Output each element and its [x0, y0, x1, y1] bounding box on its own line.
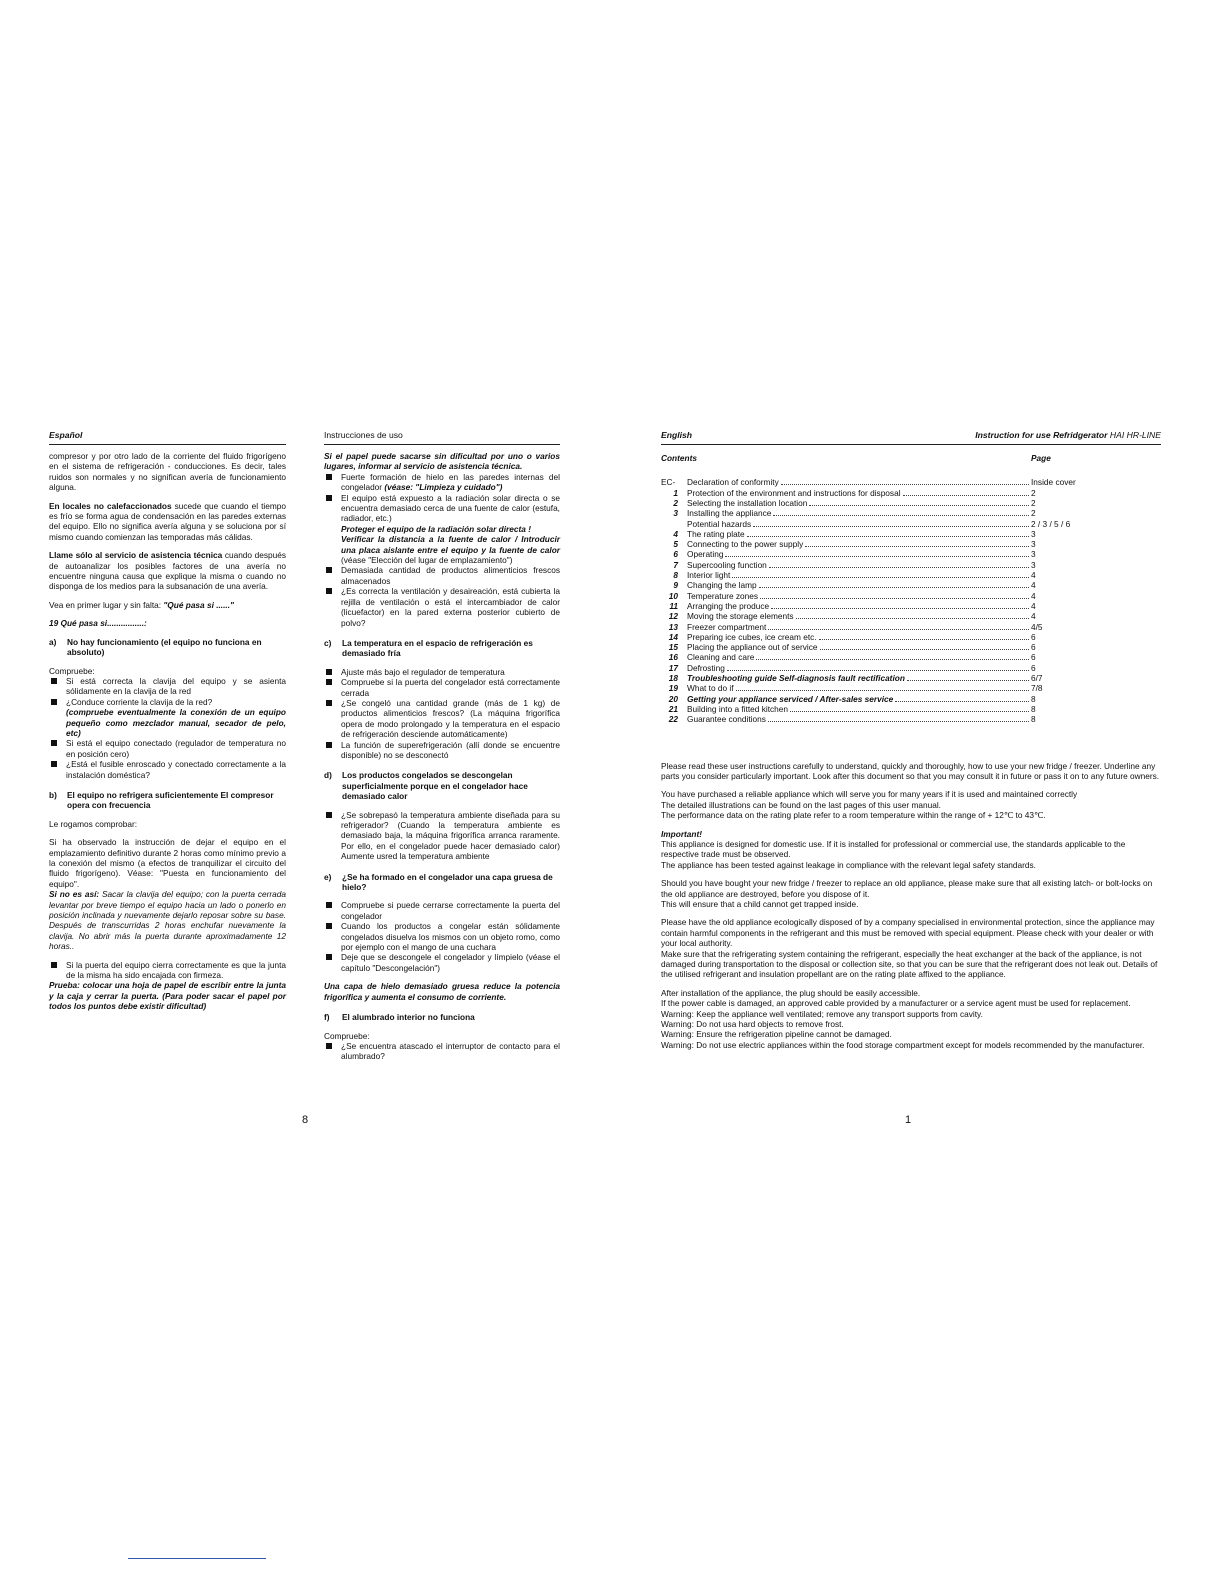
toc-row: [661, 694, 1161, 704]
toc-leader: [768, 628, 1029, 630]
toc-label: Selecting the installation location: [687, 498, 808, 508]
toc-page: 4: [1031, 580, 1036, 591]
toc-label: Arranging the produce: [687, 600, 770, 611]
paragraph: Please have the old appliance ecologically disposed of by a company specialised in environmental protection, since the appliance may contain harmful components in the refrigerant and this must be removed with special equipment. Please check with your dealer or with your local authority.: [661, 917, 1155, 949]
toc-leader: [809, 504, 1029, 506]
list-item: ¿Se congeló una cantidad grande (más de 1 kg) de productos alimenticios frescos? (La máquina frigorífica opera de modo prolongado y la temperatura en el espacio de refrigeración desciende automáticamente): [324, 698, 560, 740]
toc-leader: [756, 658, 1029, 660]
list-item: ¿Se sobrepasó la temperatura ambiente diseñada para su refrigerador? (Cuando la temperatura ambiente es demasiado baja, la máquina frigorífica arranca raramente. Por ello, en el congelador puede hacer demasiado calor) Aumente usred la temperatura ambiente: [324, 810, 560, 862]
toc-number: 12: [668, 611, 678, 622]
toc-page: 3: [1031, 528, 1036, 539]
toc-number: 20: [668, 693, 678, 704]
toc-label: Placing the appliance out of service: [687, 642, 818, 653]
subsection-heading: d) Los productos congelados se descongelan superficialmente porque en el congelador hace demasiado calor: [324, 770, 528, 802]
toc-leader: [747, 535, 1029, 537]
paragraph: The appliance has been tested against leakage in compliance with the relevant legal safety standards.: [661, 859, 1036, 870]
paragraph: After installation of the appliance, the plug should be easily accessible.: [661, 987, 921, 998]
toc-leader: [820, 648, 1029, 650]
section-title: 19 Qué pasa si................:: [49, 618, 147, 629]
label: Compruebe:: [49, 665, 95, 676]
toc-label: Guarantee conditions: [687, 714, 766, 725]
table-of-contents: [661, 477, 1161, 724]
toc-page: 2: [1031, 487, 1036, 498]
toc-row: [661, 580, 1161, 590]
paragraph: The detailed illustrations can be found on the last pages of this user manual.: [661, 799, 941, 810]
subsection-heading: b) El equipo no refrigera suficientemente El compresor opera con frecuencia: [49, 789, 274, 811]
toc-label: Preparing ice cubes, ice cream etc.: [687, 631, 817, 642]
warning: Warning: Ensure the refrigeration pipeline cannot be damaged.: [661, 1029, 892, 1040]
manual-title: Instruction for use Refridgerator HAI HR-LINE: [975, 430, 1161, 440]
list-item: Demasiada cantidad de productos alimenticios frescos almacenados: [324, 565, 560, 586]
toc-leader: [771, 607, 1029, 609]
subsection-heading: e) ¿Se ha formado en el congelador una capa gruesa de hielo?: [324, 871, 553, 893]
toc-page: 4: [1031, 611, 1036, 622]
toc-label: Potential hazards: [687, 518, 752, 529]
important-heading: Important!: [661, 828, 703, 839]
toc-label: Cleaning and care: [687, 652, 755, 663]
paragraph: Make sure that the refrigerating system containing the refrigerant, especially the heat exchanger at the back of the appliance, is not damaged during transportation to the disposal or collection site, so that you can be sure that the refrigerant does not leak out. Details of the utilised refrigerant and insulation propellant are on the rating plate affixed to the appliance.: [661, 948, 1158, 980]
toc-page: 8: [1031, 703, 1036, 714]
list-item: Fuerte formación de hielo en las paredes internas del congelador (véase: "Limpieza y cuidado"): [324, 472, 560, 493]
toc-row: [661, 560, 1161, 570]
bullet-list: [324, 810, 560, 862]
language-label: English: [661, 430, 693, 440]
toc-number: 15: [668, 642, 678, 653]
toc-label: Operating: [687, 549, 724, 560]
toc-leader: [759, 586, 1029, 588]
toc-page: 3: [1031, 539, 1036, 550]
toc-label: Temperature zones: [687, 590, 759, 601]
list-item: ¿Está el fusible enroscado y conectado correctamente a la instalación doméstica?: [49, 759, 286, 780]
list-item: El equipo está expuesto a la radiación solar directa o se encuentra demasiado cerca de una fuente de calor (estufa, radiador, etc.) Proteger el equipo de la radiación solar directa ! Verificar la distancia a la fuente de calor / Introducir una placa aislante entre el equipo y la fuente de calor (véase "Elección del lugar de emplazamiento"): [324, 493, 560, 566]
toc-row: [661, 714, 1161, 724]
list-item: Cuando los productos a congelar están sólidamente congelados disuelva los mismos con un objeto romo, como por ejemplo con el mango de una cuchara: [324, 921, 560, 952]
list-item: La función de superefrigeración (allí donde se encuentre disponible) no se desconectó: [324, 740, 560, 761]
toc-page: 6/7: [1031, 673, 1043, 684]
contents-heading: Contents Page: [661, 453, 1051, 463]
toc-row: [661, 642, 1161, 652]
toc-label: Changing the lamp: [687, 580, 757, 591]
paragraph: Llame sólo al servicio de asistencia técnica cuando después de autoanalizar los posibles factores de una avería no encuentre ninguna causa que explique la misma o cuando no disponga de los medios para la subsanación de una avería.: [49, 550, 286, 592]
toc-leader: [903, 494, 1029, 496]
paragraph: This will ensure that a child cannot get trapped inside.: [661, 899, 859, 909]
toc-row: [661, 611, 1161, 621]
list-item: Compruebe si la puerta del congelador está correctamente cerrada: [324, 677, 560, 698]
note: Una capa de hielo demasiado gruesa reduce la potencia frigorífica y aumenta el consumo de corriente.: [324, 981, 560, 1002]
paragraph: Si no es así: Sacar la clavija del equipo; con la puerta cerrada levantar por breve tiempo el equipo hacia un lado o ponerlo en posición inclinada y nuevamente dejarlo reposar sobre su base. Después de transcurridas 2 horas enchufar nuevamente la clavija. No abrir más la puerta durante aproximadamente 12 horas..: [49, 889, 287, 952]
toc-row: [661, 519, 1161, 529]
toc-label: Troubleshooting guide Self-diagnosis fault rectification: [687, 673, 905, 684]
toc-leader: [725, 555, 1029, 557]
toc-page: 6: [1031, 642, 1036, 653]
toc-label: The rating plate: [687, 528, 745, 539]
toc-row: [661, 622, 1161, 632]
toc-label: Supercooling function: [687, 559, 767, 570]
toc-page: Inside cover: [1031, 477, 1076, 488]
toc-row: [661, 652, 1161, 662]
paragraph: Prueba: colocar una hoja de papel de escribir entre la junta y la caja y cerrar la puerta. (Para poder sacar el papel por todos los puntos debe existir dificultad): [49, 980, 286, 1012]
toc-leader: [727, 669, 1029, 671]
toc-row: [661, 539, 1161, 549]
toc-number: 21: [668, 703, 678, 714]
toc-number: 6: [673, 549, 678, 560]
english-page: [661, 430, 1161, 1050]
toc-row: [661, 632, 1161, 642]
toc-label: Connecting to the power supply: [687, 539, 804, 550]
paragraph: If the power cable is damaged, an approved cable provided by a manufacturer or a service agent must be used for replacement.: [661, 998, 1131, 1009]
toc-leader: [781, 483, 1029, 485]
toc-leader: [805, 545, 1029, 547]
toc-number: 14: [668, 631, 678, 642]
toc-leader: [790, 710, 1029, 712]
list-item: ¿Conduce corriente la clavija de la red? (compruebe eventualmente la conexión de un equipo pequeño como mezclador manual, secador de pelo, etc): [49, 697, 286, 739]
toc-number: 5: [673, 539, 678, 550]
toc-row: [661, 663, 1161, 673]
toc-label: Freezer compartment: [687, 621, 767, 632]
divider: [128, 1558, 266, 1559]
toc-row: [661, 570, 1161, 580]
toc-number: 22: [668, 714, 678, 725]
toc-row: [661, 591, 1161, 601]
toc-page: 7/8: [1031, 683, 1043, 694]
paragraph: Should you have bought your new fridge / freezer to replace an old appliance, please make sure that all existing latch- or bolt-locks on the old appliance are destroyed, before you dispose of it.: [661, 878, 1153, 899]
page-header: [661, 430, 1161, 445]
toc-row: [661, 549, 1161, 559]
paragraph: Si ha observado la instrucción de dejar el equipo en el emplazamiento definitivo durante 2 horas como mínimo previo a la conexión del mismo (a efectos de tranquilizar el circuito del fluido frigorígeno). Véase: "Puesta en funcionamiento del equipo".: [49, 837, 286, 889]
toc-label: Getting your appliance serviced / After-sales service: [687, 693, 894, 704]
list-item: Si está correcta la clavija del equipo y se asienta sólidamente en la clavija de la red: [49, 676, 286, 697]
subsection-heading: a) No hay funcionamiento (el equipo no funciona en absoluto): [49, 636, 262, 658]
toc-page: 4: [1031, 590, 1036, 601]
page-number: 1: [905, 1114, 912, 1126]
toc-label: Defrosting: [687, 662, 725, 673]
subsection-heading: c) La temperatura en el espacio de refrigeración es demasiado fría: [324, 637, 533, 659]
toc-row: [661, 704, 1161, 714]
toc-page: 8: [1031, 714, 1036, 725]
toc-number: 7: [673, 559, 678, 570]
toc-row: [661, 488, 1161, 498]
toc-row: [661, 683, 1161, 693]
column-header: [324, 430, 560, 445]
paragraph: En locales no calefaccionados sucede que cuando el tiempo es frío se forma agua de condensación en las paredes externas del equipo. Ello no significa avería alguna y se soluciona por sí mismo cuando comienzan las temporadas más cálidas.: [49, 500, 286, 542]
toc-number: 16: [668, 652, 678, 663]
toc-page: 6: [1031, 631, 1036, 642]
paragraph: compresor y por otro lado de la corriente del fluido frigorígeno en el sistema de refrigeración - conducciones. Es decir, tales ruidos son normales y no significan avería de funcionamiento alguna.: [49, 451, 286, 493]
paragraph: Si el papel puede sacarse sin dificultad por uno o varios lugares, informar al servicio de asistencia técnica.: [324, 451, 560, 472]
toc-leader: [768, 720, 1029, 722]
column-header: [49, 430, 286, 445]
toc-leader: [760, 597, 1029, 599]
toc-row: [661, 477, 1161, 487]
toc-label: Interior light: [687, 570, 731, 581]
toc-number: 1: [673, 487, 678, 498]
toc-number: 10: [668, 590, 678, 601]
toc-row: [661, 498, 1161, 508]
bullet-list: [324, 1041, 560, 1062]
toc-leader: [895, 700, 1029, 702]
toc-page: 4/5: [1031, 621, 1043, 632]
toc-page: 3: [1031, 549, 1036, 560]
bullet-list: [324, 667, 560, 761]
paragraph: Please read these user instructions carefully to understand, quickly and thoroughly, how to use your new fridge / freezer. Underline any parts you consider particularly important. Look after this document so that you may consult it in future or pass it on to any future owners.: [661, 760, 1160, 781]
bullet-list: [324, 900, 560, 973]
toc-leader: [769, 566, 1029, 568]
toc-number: 17: [668, 662, 678, 673]
toc-number: 18: [668, 673, 678, 684]
toc-leader: [773, 514, 1029, 516]
paragraph: This appliance is designed for domestic use. If it is installed for professional or commercial use, the standards applicable to the respective trade must be observed.: [661, 838, 1126, 860]
paragraph: Vea en primer lugar y sin falta: "Qué pasa si ......": [49, 599, 234, 610]
toc-page: 8: [1031, 693, 1036, 704]
toc-number: 8: [673, 570, 678, 581]
toc-number: 9: [673, 580, 678, 591]
subsection-heading: f) El alumbrado interior no funciona: [324, 1012, 475, 1023]
paragraph: The performance data on the rating plate refer to a room temperature within the range of + 12℃ to 43℃.: [661, 810, 1046, 821]
toc-label: Moving the storage elements: [687, 611, 794, 622]
list-item: Si está el equipo conectado (regulador de temperatura no en posición cero): [49, 738, 286, 759]
toc-number: 11: [669, 600, 678, 611]
toc-page: 6: [1031, 652, 1036, 663]
list-item: Ajuste más bajo el regulador de temperatura: [324, 667, 560, 677]
toc-number: 2: [673, 498, 678, 508]
toc-leader: [753, 525, 1029, 527]
toc-number: 13: [668, 621, 678, 632]
spanish-column-1: [49, 430, 286, 1020]
warning: Warning: Do not usa hard objects to remove frost.: [661, 1019, 844, 1030]
toc-number: 4: [673, 528, 678, 539]
toc-leader: [819, 638, 1029, 640]
page-number: 8: [302, 1114, 309, 1126]
spanish-column-2: [324, 430, 560, 1070]
toc-page: 2: [1031, 498, 1036, 508]
bullet-list: [49, 676, 286, 780]
toc-page: 4: [1031, 600, 1036, 611]
paragraph: You have purchased a reliable appliance which will serve you for many years if it is used and maintained correctly: [661, 789, 1078, 800]
toc-number: 19: [668, 683, 678, 694]
toc-page: 6: [1031, 662, 1036, 673]
list-item: Si la puerta del equipo cierra correctamente es que la junta de la misma ha sido encajada con firmeza.: [49, 960, 286, 981]
toc-leader: [736, 689, 1029, 691]
toc-leader: [796, 617, 1029, 619]
list-item: ¿Es correcta la ventilación y desaireación, está cubierta la rejilla de ventilación o está el intercambiador de calor (licuefactor) en la pared externa posterior cubierto de polvo?: [324, 586, 560, 628]
toc-row: [661, 529, 1161, 539]
toc-label: Building into a fitted kitchen: [687, 703, 789, 714]
warning: Warning: Keep the appliance well ventilated; remove any transport supports from cavity.: [661, 1008, 983, 1019]
toc-number: 3: [673, 508, 678, 519]
toc-number: EC-: [661, 477, 676, 488]
label: Le rogamos comprobar:: [49, 818, 138, 829]
warning: Warning: Do not use electric appliances within the food storage compartment except for models recommended by the manufacturer.: [661, 1039, 1145, 1050]
toc-row: [661, 673, 1161, 683]
list-item: ¿Se encuentra atascado el interruptor de contacto para el alumbrado?: [324, 1041, 560, 1062]
toc-row: [661, 508, 1161, 518]
toc-leader: [732, 576, 1029, 578]
list-item: Deje que se descongele el congelador y límpielo (véase el capítulo "Descongelación"): [324, 952, 560, 973]
header-title: Instrucciones de uso: [324, 430, 403, 440]
toc-label: Protection of the environment and instructions for disposal: [687, 487, 901, 498]
toc-label: Declaration of conformity: [687, 477, 779, 488]
language-label: Español: [49, 430, 83, 440]
toc-label: What to do if: [687, 683, 734, 694]
list-item: Compruebe si puede cerrarse correctamente la puerta del congelador: [324, 900, 560, 921]
toc-page: 3: [1031, 559, 1036, 570]
label: Compruebe:: [324, 1030, 370, 1041]
toc-page: 2 / 3 / 5 / 6: [1031, 518, 1071, 529]
bullet-list: [324, 472, 560, 628]
bullet-list: [49, 960, 286, 981]
toc-row: [661, 601, 1161, 611]
toc-page: 4: [1031, 570, 1036, 581]
toc-label: Installing the appliance: [687, 508, 772, 519]
toc-page: 2: [1031, 508, 1036, 519]
toc-leader: [907, 679, 1029, 681]
